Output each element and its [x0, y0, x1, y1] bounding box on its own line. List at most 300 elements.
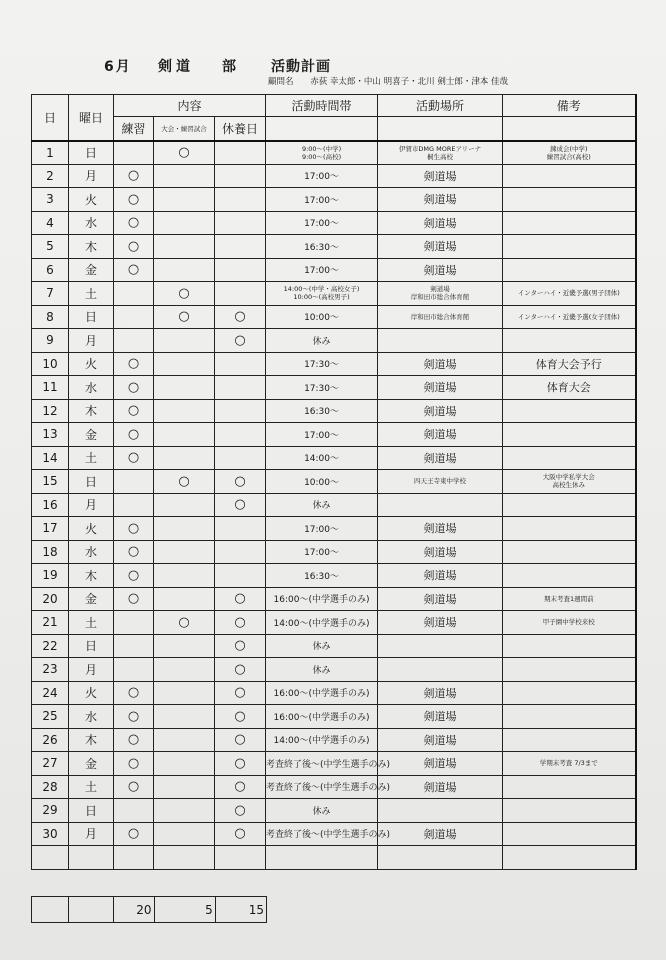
- schedule-body: [32, 141, 636, 870]
- weekday-cell: 水: [69, 376, 114, 400]
- blank-cell: [266, 846, 378, 870]
- place-cell: 剣道場: [378, 587, 503, 611]
- table-row: [32, 329, 636, 353]
- place-cell: 剣道場: [378, 564, 503, 588]
- weekday-cell: 月: [69, 822, 114, 846]
- day-cell: 13: [32, 423, 69, 447]
- time-cell: 17:00～: [266, 164, 378, 188]
- match-mark: ○: [154, 611, 215, 635]
- match-mark: [154, 681, 215, 705]
- table-row: [32, 141, 636, 165]
- practice-mark: ○: [114, 822, 154, 846]
- place-cell: 岸和田市総合体育館: [378, 305, 503, 329]
- blank-cell: [503, 846, 636, 870]
- note-cell: [503, 728, 636, 752]
- rest-mark: ○: [215, 634, 266, 658]
- time-cell: 17:00～: [266, 517, 378, 541]
- practice-mark: [114, 141, 154, 165]
- rest-mark: ○: [215, 752, 266, 776]
- time-cell: 17:30～: [266, 352, 378, 376]
- rest-mark: ○: [215, 775, 266, 799]
- place-cell: 剣道場: [378, 681, 503, 705]
- note-cell: [503, 517, 636, 541]
- place-cell: [378, 493, 503, 517]
- header-notes: 備考: [503, 95, 636, 117]
- day-cell: 22: [32, 634, 69, 658]
- practice-mark: [114, 329, 154, 353]
- rest-mark: [215, 211, 266, 235]
- table-row: [32, 211, 636, 235]
- weekday-cell: 日: [69, 470, 114, 494]
- day-cell: 29: [32, 799, 69, 823]
- place-cell: [378, 329, 503, 353]
- table-row: [32, 728, 636, 752]
- note-cell: 錬成会(中学) 練習試合(高校): [503, 141, 636, 165]
- match-mark: [154, 634, 215, 658]
- rest-mark: [215, 282, 266, 306]
- header-day: 日: [32, 95, 69, 141]
- rest-mark: ○: [215, 822, 266, 846]
- rest-mark: [215, 141, 266, 165]
- weekday-cell: 月: [69, 493, 114, 517]
- note-cell: [503, 446, 636, 470]
- match-mark: ○: [154, 141, 215, 165]
- practice-mark: ○: [114, 235, 154, 259]
- time-cell: 17:00～: [266, 211, 378, 235]
- weekday-cell: 木: [69, 235, 114, 259]
- day-cell: 4: [32, 211, 69, 235]
- practice-mark: [114, 634, 154, 658]
- place-cell: 剣道場: [378, 211, 503, 235]
- weekday-cell: 土: [69, 282, 114, 306]
- note-cell: [503, 564, 636, 588]
- time-cell: 17:00～: [266, 188, 378, 212]
- weekday-cell: 木: [69, 399, 114, 423]
- match-mark: [154, 587, 215, 611]
- match-mark: [154, 658, 215, 682]
- time-cell: 16:00～(中学選手のみ): [266, 681, 378, 705]
- note-cell: [503, 164, 636, 188]
- total-practice: 20: [114, 897, 154, 923]
- rest-mark: ○: [215, 611, 266, 635]
- note-cell: [503, 658, 636, 682]
- match-mark: [154, 258, 215, 282]
- place-cell: 剣道場: [378, 705, 503, 729]
- total-match: 5: [154, 897, 215, 923]
- header-place-blank: [378, 117, 503, 141]
- rest-mark: [215, 446, 266, 470]
- rest-mark: ○: [215, 728, 266, 752]
- time-cell: 休み: [266, 493, 378, 517]
- weekday-cell: 火: [69, 681, 114, 705]
- place-cell: 剣道場: [378, 540, 503, 564]
- place-cell: 剣道場: [378, 517, 503, 541]
- note-cell: [503, 423, 636, 447]
- place-cell: 剣道場: [378, 258, 503, 282]
- rest-mark: ○: [215, 329, 266, 353]
- rest-mark: ○: [215, 681, 266, 705]
- rest-mark: ○: [215, 705, 266, 729]
- day-cell: 19: [32, 564, 69, 588]
- practice-mark: ○: [114, 423, 154, 447]
- note-cell: [503, 634, 636, 658]
- place-cell: [378, 799, 503, 823]
- note-cell: [503, 329, 636, 353]
- weekday-cell: 月: [69, 164, 114, 188]
- day-cell: 12: [32, 399, 69, 423]
- match-mark: [154, 188, 215, 212]
- table-row: [32, 611, 636, 635]
- place-cell: 剣道場: [378, 775, 503, 799]
- total-rest: 15: [215, 897, 266, 923]
- match-mark: [154, 517, 215, 541]
- time-cell: 16:30～: [266, 235, 378, 259]
- day-cell: 18: [32, 540, 69, 564]
- match-mark: [154, 705, 215, 729]
- table-row: [32, 517, 636, 541]
- day-cell: 28: [32, 775, 69, 799]
- table-row: [32, 775, 636, 799]
- practice-mark: ○: [114, 517, 154, 541]
- note-cell: 体育大会: [503, 376, 636, 400]
- time-cell: 14:00～(中学選手のみ): [266, 728, 378, 752]
- totals-table: [31, 896, 267, 923]
- note-cell: [503, 493, 636, 517]
- time-cell: 休み: [266, 329, 378, 353]
- schedule-table: [31, 94, 637, 870]
- rest-mark: [215, 564, 266, 588]
- header-weekday: 曜日: [69, 95, 114, 141]
- weekday-cell: 火: [69, 517, 114, 541]
- day-cell: 7: [32, 282, 69, 306]
- weekday-cell: 火: [69, 352, 114, 376]
- day-cell: 10: [32, 352, 69, 376]
- match-mark: ○: [154, 305, 215, 329]
- match-mark: [154, 423, 215, 447]
- rest-mark: ○: [215, 470, 266, 494]
- match-mark: ○: [154, 282, 215, 306]
- table-row-blank: [32, 846, 636, 870]
- note-cell: インターハイ・近畿予選(男子団体): [503, 282, 636, 306]
- note-cell: 大阪中学私学大会 高校生休み: [503, 470, 636, 494]
- rest-mark: ○: [215, 658, 266, 682]
- header-rest: 休養日: [215, 117, 266, 141]
- header-time: 活動時間帯: [266, 95, 378, 117]
- time-cell: 17:00～: [266, 423, 378, 447]
- weekday-cell: 日: [69, 634, 114, 658]
- table-row: [32, 705, 636, 729]
- day-cell: 24: [32, 681, 69, 705]
- practice-mark: ○: [114, 211, 154, 235]
- place-cell: 剣道場: [378, 423, 503, 447]
- practice-mark: [114, 658, 154, 682]
- practice-mark: ○: [114, 164, 154, 188]
- time-cell: 9:00～(中学) 9:00～(高校): [266, 141, 378, 165]
- weekday-cell: 土: [69, 611, 114, 635]
- time-cell: 16:00～(中学選手のみ): [266, 587, 378, 611]
- match-mark: [154, 399, 215, 423]
- day-cell: 26: [32, 728, 69, 752]
- place-cell: 四天王寺東中学校: [378, 470, 503, 494]
- rest-mark: [215, 352, 266, 376]
- practice-mark: ○: [114, 188, 154, 212]
- place-cell: 伊賀市DMG MOREアリーナ 桐生高校: [378, 141, 503, 165]
- blank-cell: [114, 846, 154, 870]
- time-cell: 考査終了後～(中学生選手のみ): [266, 822, 378, 846]
- practice-mark: [114, 611, 154, 635]
- table-row: [32, 681, 636, 705]
- table-row: [32, 799, 636, 823]
- weekday-cell: 水: [69, 705, 114, 729]
- practice-mark: ○: [114, 587, 154, 611]
- practice-mark: ○: [114, 681, 154, 705]
- practice-mark: [114, 282, 154, 306]
- time-cell: 14:00～(中学・高校女子) 10:00～(高校男子): [266, 282, 378, 306]
- rest-mark: ○: [215, 305, 266, 329]
- note-cell: [503, 540, 636, 564]
- table-row: [32, 658, 636, 682]
- time-cell: 17:30～: [266, 376, 378, 400]
- table-row: [32, 822, 636, 846]
- day-cell: 3: [32, 188, 69, 212]
- practice-mark: [114, 493, 154, 517]
- day-cell: 8: [32, 305, 69, 329]
- place-cell: 剣道場: [378, 164, 503, 188]
- practice-mark: ○: [114, 775, 154, 799]
- table-row: [32, 235, 636, 259]
- time-cell: 10:00～: [266, 470, 378, 494]
- note-cell: 期末考査1週間前: [503, 587, 636, 611]
- note-cell: [503, 775, 636, 799]
- practice-mark: ○: [114, 540, 154, 564]
- weekday-cell: 金: [69, 587, 114, 611]
- rest-mark: [215, 164, 266, 188]
- match-mark: ○: [154, 470, 215, 494]
- practice-mark: ○: [114, 728, 154, 752]
- title-month: 6月: [104, 59, 132, 75]
- weekday-cell: 土: [69, 775, 114, 799]
- weekday-cell: 金: [69, 423, 114, 447]
- match-mark: [154, 775, 215, 799]
- match-mark: [154, 235, 215, 259]
- table-row: [32, 352, 636, 376]
- match-mark: [154, 752, 215, 776]
- practice-mark: ○: [114, 258, 154, 282]
- table-row: [32, 376, 636, 400]
- practice-mark: ○: [114, 376, 154, 400]
- practice-mark: [114, 799, 154, 823]
- header-row-1: [32, 95, 636, 117]
- match-mark: [154, 352, 215, 376]
- match-mark: [154, 493, 215, 517]
- time-cell: 17:00～: [266, 258, 378, 282]
- place-cell: 剣道場: [378, 188, 503, 212]
- place-cell: [378, 658, 503, 682]
- day-cell: 5: [32, 235, 69, 259]
- place-cell: 剣道場: [378, 399, 503, 423]
- place-cell: 剣道場: [378, 822, 503, 846]
- match-mark: [154, 822, 215, 846]
- day-cell: 30: [32, 822, 69, 846]
- weekday-cell: 月: [69, 329, 114, 353]
- match-mark: [154, 211, 215, 235]
- day-cell: 2: [32, 164, 69, 188]
- totals-blank-2: [69, 897, 114, 923]
- header-content: 内容: [114, 95, 266, 117]
- day-cell: 27: [32, 752, 69, 776]
- place-cell: 剣道場: [378, 752, 503, 776]
- weekday-cell: 水: [69, 211, 114, 235]
- rest-mark: [215, 258, 266, 282]
- day-cell: 11: [32, 376, 69, 400]
- place-cell: 剣道場: [378, 611, 503, 635]
- day-cell: 23: [32, 658, 69, 682]
- header-match: 大会・練習試合: [154, 117, 215, 141]
- title-club-name: 剣道: [158, 59, 194, 75]
- rest-mark: [215, 188, 266, 212]
- table-row: [32, 540, 636, 564]
- rest-mark: [215, 517, 266, 541]
- table-row: [32, 564, 636, 588]
- practice-mark: ○: [114, 446, 154, 470]
- weekday-cell: 木: [69, 564, 114, 588]
- weekday-cell: 土: [69, 446, 114, 470]
- rest-mark: [215, 376, 266, 400]
- match-mark: [154, 728, 215, 752]
- rest-mark: ○: [215, 493, 266, 517]
- note-cell: 学期末考査 7/3まで: [503, 752, 636, 776]
- totals-row: [32, 897, 267, 923]
- blank-cell: [69, 846, 114, 870]
- day-cell: 20: [32, 587, 69, 611]
- table-row: [32, 188, 636, 212]
- place-cell: 剣道場: [378, 376, 503, 400]
- title-club-suffix: 部: [222, 59, 236, 75]
- advisors-label: 顧問名: [268, 77, 294, 87]
- practice-mark: ○: [114, 705, 154, 729]
- match-mark: [154, 329, 215, 353]
- note-cell: 甲子園中学校来校: [503, 611, 636, 635]
- weekday-cell: 水: [69, 540, 114, 564]
- blank-cell: [32, 846, 69, 870]
- day-cell: 16: [32, 493, 69, 517]
- header-row-2: [32, 117, 636, 141]
- note-cell: [503, 258, 636, 282]
- note-cell: [503, 799, 636, 823]
- note-cell: [503, 705, 636, 729]
- time-cell: 14:00～: [266, 446, 378, 470]
- weekday-cell: 日: [69, 141, 114, 165]
- blank-cell: [378, 846, 503, 870]
- advisors-names: 赤荻 幸太郎・中山 明喜子・北川 剣士郎・津本 佳哉: [310, 77, 509, 87]
- day-cell: 17: [32, 517, 69, 541]
- practice-mark: [114, 305, 154, 329]
- time-cell: 考査終了後～(中学生選手のみ): [266, 752, 378, 776]
- blank-cell: [215, 846, 266, 870]
- day-cell: 15: [32, 470, 69, 494]
- match-mark: [154, 540, 215, 564]
- note-cell: [503, 822, 636, 846]
- match-mark: [154, 564, 215, 588]
- table-row: [32, 282, 636, 306]
- rest-mark: [215, 423, 266, 447]
- weekday-cell: 火: [69, 188, 114, 212]
- time-cell: 休み: [266, 634, 378, 658]
- place-cell: 剣道場: [378, 446, 503, 470]
- table-row: [32, 305, 636, 329]
- note-cell: インターハイ・近畿予選(女子団体): [503, 305, 636, 329]
- table-row: [32, 399, 636, 423]
- day-cell: 6: [32, 258, 69, 282]
- table-row: [32, 752, 636, 776]
- header-practice: 練習: [114, 117, 154, 141]
- time-cell: 休み: [266, 658, 378, 682]
- note-cell: [503, 235, 636, 259]
- rest-mark: ○: [215, 587, 266, 611]
- place-cell: [378, 634, 503, 658]
- table-row: [32, 423, 636, 447]
- note-cell: 体育大会予行: [503, 352, 636, 376]
- match-mark: [154, 799, 215, 823]
- match-mark: [154, 376, 215, 400]
- weekday-cell: 日: [69, 305, 114, 329]
- place-cell: 剣道場: [378, 235, 503, 259]
- note-cell: [503, 681, 636, 705]
- practice-mark: ○: [114, 564, 154, 588]
- header-time-blank: [266, 117, 378, 141]
- time-cell: 10:00～: [266, 305, 378, 329]
- rest-mark: [215, 540, 266, 564]
- note-cell: [503, 188, 636, 212]
- rest-mark: [215, 399, 266, 423]
- weekday-cell: 金: [69, 258, 114, 282]
- weekday-cell: 日: [69, 799, 114, 823]
- day-cell: 25: [32, 705, 69, 729]
- time-cell: 16:30～: [266, 399, 378, 423]
- rest-mark: [215, 235, 266, 259]
- table-row: [32, 446, 636, 470]
- practice-mark: ○: [114, 352, 154, 376]
- time-cell: 16:00～(中学選手のみ): [266, 705, 378, 729]
- day-cell: 1: [32, 141, 69, 165]
- weekday-cell: 月: [69, 658, 114, 682]
- time-cell: 17:00～: [266, 540, 378, 564]
- place-cell: 剣道場: [378, 728, 503, 752]
- table-row: [32, 164, 636, 188]
- time-cell: 休み: [266, 799, 378, 823]
- weekday-cell: 金: [69, 752, 114, 776]
- practice-mark: [114, 470, 154, 494]
- header-place: 活動場所: [378, 95, 503, 117]
- place-cell: 剣道場 岸和田市総合体育館: [378, 282, 503, 306]
- time-cell: 14:00～(中学選手のみ): [266, 611, 378, 635]
- weekday-cell: 木: [69, 728, 114, 752]
- place-cell: 剣道場: [378, 352, 503, 376]
- day-cell: 9: [32, 329, 69, 353]
- rest-mark: ○: [215, 799, 266, 823]
- practice-mark: ○: [114, 399, 154, 423]
- table-row: [32, 258, 636, 282]
- match-mark: [154, 446, 215, 470]
- table-row: [32, 587, 636, 611]
- match-mark: [154, 164, 215, 188]
- note-cell: [503, 399, 636, 423]
- header-notes-blank: [503, 117, 636, 141]
- title-activity-plan: 活動計画: [271, 59, 331, 75]
- advisors-line: [268, 75, 508, 87]
- totals-blank-1: [32, 897, 69, 923]
- day-cell: 14: [32, 446, 69, 470]
